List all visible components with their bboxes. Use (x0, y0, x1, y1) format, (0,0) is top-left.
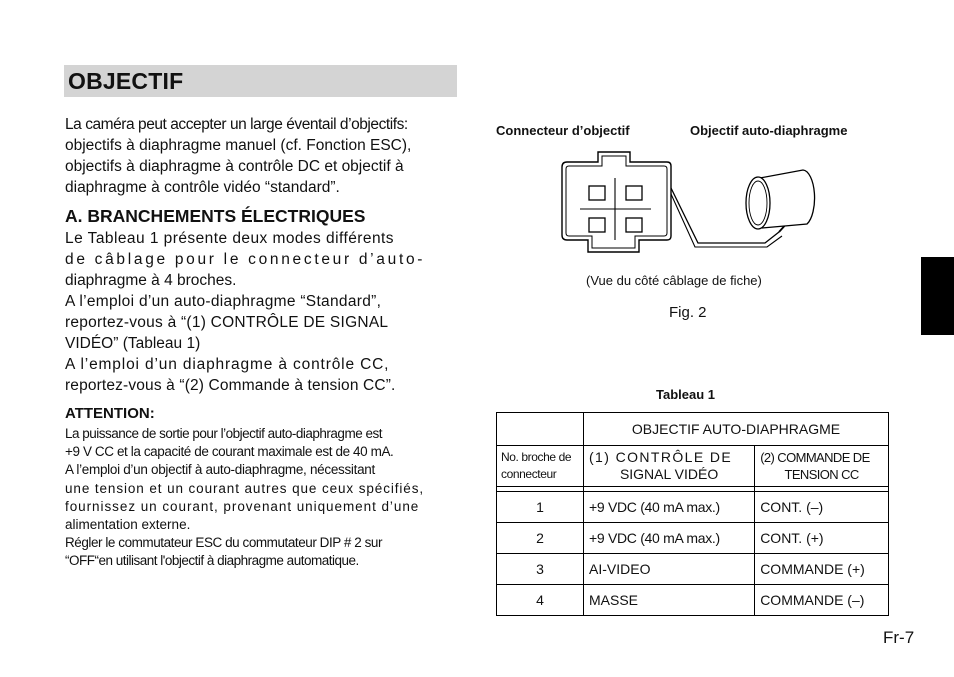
attention-line: Régler le commutateur ESC du commutateur DIP # 2 sur (65, 535, 382, 551)
video-column-header (584, 446, 755, 487)
dc-header-line: TENSION CC (784, 467, 859, 482)
video-header-line: (1) CONTRÔLE DE (589, 449, 733, 465)
table-row (497, 492, 889, 523)
dc-signal-cell: CONT. (–) (755, 492, 889, 523)
pin-2 (626, 186, 642, 200)
connector-diagram (555, 148, 820, 256)
dc-signal-cell: COMMANDE (–) (755, 585, 889, 616)
pin-column-header (497, 446, 584, 487)
group-header: OBJECTIF AUTO-DIAPHRAGME (584, 413, 889, 446)
intro-line: diaphragme à contrôle vidéo “standard”. (65, 179, 340, 196)
attention-heading: ATTENTION: (65, 405, 155, 422)
body-line: reportez-vous à “(1) CONTRÔLE DE SIGNAL (65, 314, 389, 331)
body-line: A l’emploi d’un diaphragme à contrôle CC, (65, 356, 390, 373)
attention-line: La puissance de sortie pour l’objectif auto-diaphragme est (65, 426, 382, 441)
body-line: VIDÉO” (Tableau 1) (65, 335, 201, 352)
subsection-heading: A. BRANCHEMENTS ÉLECTRIQUES (65, 206, 366, 226)
attention-body (65, 425, 459, 571)
table-row (497, 446, 889, 487)
chapter-thumb-tab (921, 257, 954, 335)
pin-table (496, 412, 889, 616)
table-row (497, 523, 889, 554)
body-line: diaphragme à 4 broches. (65, 272, 237, 289)
lens-label: Objectif auto-diaphragme (690, 123, 848, 138)
pin-number-cell: 4 (497, 585, 584, 616)
intro-line: objectifs à diaphragme à contrôle DC et objectif à (65, 158, 404, 175)
video-signal-cell: +9 VDC (40 mA max.) (584, 492, 755, 523)
video-signal-cell: AI-VIDEO (584, 554, 755, 585)
pin-number-cell: 1 (497, 492, 584, 523)
section-title: OBJECTIF (68, 68, 184, 94)
body-line: de câblage pour le connecteur d’auto- (65, 251, 426, 268)
view-note: (Vue du côté câblage de fiche) (586, 273, 762, 288)
table-title: Tableau 1 (656, 387, 716, 402)
pin-3 (589, 218, 605, 232)
body-line: Le Tableau 1 présente deux modes différents (65, 230, 394, 247)
intro-paragraph (65, 114, 458, 198)
pin-number-cell: 3 (497, 554, 584, 585)
dc-header-line: (2) COMMANDE DE (760, 450, 870, 465)
table-row (497, 413, 889, 446)
dc-column-header (755, 446, 889, 487)
attention-line: alimentation externe. (65, 517, 191, 533)
subsection-body (65, 228, 458, 396)
connector-label: Connecteur d’objectif (496, 123, 630, 138)
body-line: reportez-vous à “(2) Commande à tension CC”. (65, 377, 396, 394)
body-line: A l’emploi d’un auto-diaphragme “Standard”, (65, 293, 382, 310)
attention-line: fournissez un courant, provenant uniquement d’une (65, 498, 420, 514)
video-signal-cell: MASSE (584, 585, 755, 616)
attention-line: “OFF“en utilisant l'objectif à diaphragme automatique. (65, 553, 359, 569)
table-row (497, 554, 889, 585)
video-header-line: SIGNAL VIDÉO (619, 466, 719, 482)
table-row (497, 585, 889, 616)
attention-line: +9 V CC et la capacité de courant maximale est de 40 mA. (65, 444, 394, 460)
attention-line: une tension et un courant autres que ceux spécifiés, (65, 480, 425, 496)
intro-line: La caméra peut accepter un large éventail d’objectifs: (65, 116, 408, 133)
table-corner-cell (497, 413, 584, 446)
dc-signal-cell: COMMANDE (+) (755, 554, 889, 585)
connector-shell (562, 152, 671, 252)
pin-header-line: No. broche de (501, 450, 572, 464)
figure-caption: Fig. 2 (669, 304, 707, 321)
dc-signal-cell: CONT. (+) (755, 523, 889, 554)
video-signal-cell: +9 VDC (40 mA max.) (584, 523, 755, 554)
intro-line: objectifs à diaphragme manuel (cf. Fonction ESC), (65, 137, 412, 154)
lens-front (746, 177, 770, 229)
attention-line: A l’emploi d’un objectif à auto-diaphragme, nécessitant (65, 462, 375, 478)
pin-number-cell: 2 (497, 523, 584, 554)
pin-4 (626, 218, 642, 232)
pin-header-line: connecteur (501, 467, 557, 481)
pin-1 (589, 186, 605, 200)
page-number: Fr-7 (883, 628, 915, 647)
